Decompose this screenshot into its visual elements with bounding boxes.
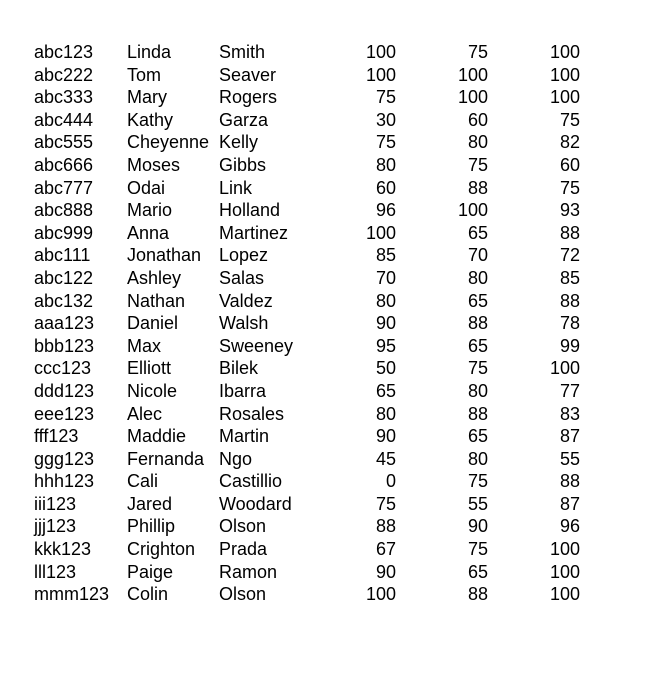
cell-id: abc777 — [34, 177, 94, 198]
cell-last-name: Ramon — [219, 561, 278, 582]
cell-score-1: 80 — [375, 290, 396, 311]
cell-id: lll123 — [34, 561, 77, 582]
cell-last-name: Holland — [219, 200, 281, 221]
cell-score-1: 100 — [365, 584, 396, 605]
cell-last-name: Prada — [219, 539, 268, 560]
cell-score-1: 0 — [385, 471, 396, 492]
cell-last-name: Kelly — [219, 132, 259, 153]
cell-score-2: 75 — [467, 42, 488, 62]
cell-score-3: 100 — [549, 64, 580, 85]
cell-first-name: Jonathan — [127, 245, 202, 266]
cell-score-3: 87 — [559, 426, 580, 447]
table-row — [34, 131, 594, 154]
cell-id: iii123 — [34, 493, 77, 514]
table-row — [34, 357, 594, 380]
cell-score-1: 75 — [375, 132, 396, 153]
cell-score-3: 83 — [559, 403, 580, 424]
table-row — [34, 561, 594, 584]
cell-last-name: Olson — [219, 584, 267, 605]
table-row — [34, 64, 594, 87]
cell-score-2: 60 — [467, 109, 488, 130]
cell-score-3: 100 — [549, 42, 580, 62]
cell-score-3: 85 — [559, 267, 580, 288]
cell-score-2: 65 — [467, 335, 488, 356]
table-row — [34, 425, 594, 448]
cell-id: abc123 — [34, 42, 94, 62]
cell-first-name: Colin — [127, 584, 169, 605]
cell-score-1: 80 — [375, 154, 396, 175]
cell-score-1: 95 — [375, 335, 396, 356]
cell-last-name: Martin — [219, 426, 270, 447]
cell-score-2: 65 — [467, 222, 488, 243]
cell-last-name: Gibbs — [219, 154, 267, 175]
cell-score-3: 72 — [559, 245, 580, 266]
cell-first-name: Maddie — [127, 426, 187, 447]
cell-score-2: 88 — [467, 313, 488, 334]
cell-score-1: 85 — [375, 245, 396, 266]
table-row — [34, 403, 594, 426]
cell-last-name: Valdez — [219, 290, 273, 311]
cell-score-1: 90 — [375, 561, 396, 582]
cell-score-3: 99 — [559, 335, 580, 356]
table-row — [34, 380, 594, 403]
cell-score-2: 100 — [457, 64, 488, 85]
cell-last-name: Rosales — [219, 403, 285, 424]
cell-id: ccc123 — [34, 358, 92, 379]
table-row — [34, 493, 594, 516]
cell-id: abc555 — [34, 132, 94, 153]
cell-first-name: Linda — [127, 42, 172, 62]
cell-score-1: 100 — [365, 64, 396, 85]
cell-score-2: 75 — [467, 358, 488, 379]
cell-score-1: 80 — [375, 403, 396, 424]
cell-first-name: Cali — [127, 471, 159, 492]
cell-id: ggg123 — [34, 448, 95, 469]
cell-last-name: Woodard — [219, 493, 292, 514]
data-table — [34, 41, 594, 606]
cell-score-1: 90 — [375, 313, 396, 334]
cell-first-name: Crighton — [127, 539, 196, 560]
table-row — [34, 199, 594, 222]
cell-first-name: Odai — [127, 177, 166, 198]
cell-first-name: Ashley — [127, 267, 182, 288]
cell-first-name: Paige — [127, 561, 174, 582]
cell-score-1: 60 — [375, 177, 396, 198]
cell-id: abc222 — [34, 64, 94, 85]
cell-score-2: 100 — [457, 200, 488, 221]
cell-score-1: 50 — [375, 358, 396, 379]
cell-score-3: 100 — [549, 539, 580, 560]
cell-score-3: 77 — [559, 380, 580, 401]
cell-score-3: 75 — [559, 177, 580, 198]
cell-last-name: Salas — [219, 267, 265, 288]
table-row — [34, 222, 594, 245]
cell-first-name: Tom — [127, 64, 162, 85]
cell-last-name: Smith — [219, 42, 266, 62]
cell-last-name: Martinez — [219, 222, 289, 243]
cell-score-1: 75 — [375, 87, 396, 108]
cell-id: eee123 — [34, 403, 95, 424]
cell-score-3: 100 — [549, 561, 580, 582]
cell-first-name: Phillip — [127, 516, 176, 537]
cell-score-3: 93 — [559, 200, 580, 221]
cell-score-2: 88 — [467, 403, 488, 424]
cell-last-name: Seaver — [219, 64, 277, 85]
table-row — [34, 267, 594, 290]
cell-score-2: 88 — [467, 584, 488, 605]
cell-score-2: 70 — [467, 245, 488, 266]
cell-score-1: 45 — [375, 448, 396, 469]
cell-id: abc333 — [34, 87, 94, 108]
cell-score-1: 65 — [375, 380, 396, 401]
cell-score-3: 100 — [549, 584, 580, 605]
cell-id: abc122 — [34, 267, 94, 288]
cell-score-1: 96 — [375, 200, 396, 221]
cell-score-3: 100 — [549, 87, 580, 108]
cell-last-name: Lopez — [219, 245, 269, 266]
cell-last-name: Walsh — [219, 313, 269, 334]
cell-last-name: Link — [219, 177, 253, 198]
cell-score-2: 65 — [467, 561, 488, 582]
cell-score-2: 88 — [467, 177, 488, 198]
cell-first-name: Elliott — [127, 358, 172, 379]
cell-id: hhh123 — [34, 471, 95, 492]
cell-score-2: 80 — [467, 448, 488, 469]
cell-score-2: 65 — [467, 426, 488, 447]
cell-score-2: 90 — [467, 516, 488, 537]
cell-id: aaa123 — [34, 313, 95, 334]
cell-score-1: 100 — [365, 222, 396, 243]
cell-id: abc132 — [34, 290, 94, 311]
cell-last-name: Olson — [219, 516, 267, 537]
cell-first-name: Alec — [127, 403, 163, 424]
cell-score-3: 88 — [559, 290, 580, 311]
table-row — [34, 154, 594, 177]
table-row — [34, 86, 594, 109]
cell-id: abc444 — [34, 109, 94, 130]
cell-first-name: Fernanda — [127, 448, 205, 469]
cell-score-1: 67 — [375, 539, 396, 560]
cell-id: fff123 — [34, 426, 79, 447]
cell-score-2: 100 — [457, 87, 488, 108]
cell-score-2: 80 — [467, 132, 488, 153]
cell-score-2: 55 — [467, 493, 488, 514]
cell-score-3: 60 — [559, 154, 580, 175]
cell-last-name: Garza — [219, 109, 269, 130]
table-row — [34, 583, 594, 606]
cell-first-name: Jared — [127, 493, 173, 514]
cell-score-1: 88 — [375, 516, 396, 537]
cell-id: abc888 — [34, 200, 94, 221]
cell-id: ddd123 — [34, 380, 95, 401]
cell-first-name: Moses — [127, 154, 181, 175]
cell-score-1: 30 — [375, 109, 396, 130]
table-row — [34, 244, 594, 267]
cell-first-name: Anna — [127, 222, 170, 243]
cell-score-2: 75 — [467, 154, 488, 175]
cell-last-name: Ibarra — [219, 380, 267, 401]
cell-first-name: Mary — [127, 87, 167, 108]
cell-score-2: 80 — [467, 380, 488, 401]
cell-score-2: 65 — [467, 290, 488, 311]
cell-score-3: 82 — [559, 132, 580, 153]
cell-score-3: 55 — [559, 448, 580, 469]
table-row — [34, 290, 594, 313]
cell-score-3: 88 — [559, 222, 580, 243]
table-row — [34, 515, 594, 538]
table-row — [34, 448, 594, 471]
cell-last-name: Ngo — [219, 448, 253, 469]
cell-score-3: 100 — [549, 358, 580, 379]
cell-id: bbb123 — [34, 335, 95, 356]
cell-first-name: Max — [127, 335, 162, 356]
cell-score-1: 100 — [365, 42, 396, 62]
cell-score-1: 90 — [375, 426, 396, 447]
table-row — [34, 109, 594, 132]
cell-first-name: Cheyenne — [127, 132, 210, 153]
cell-id: abc666 — [34, 154, 94, 175]
cell-first-name: Kathy — [127, 109, 174, 130]
cell-first-name: Nathan — [127, 290, 186, 311]
cell-last-name: Castillio — [219, 471, 283, 492]
cell-score-2: 75 — [467, 471, 488, 492]
cell-score-1: 70 — [375, 267, 396, 288]
table-row — [34, 538, 594, 561]
cell-score-1: 75 — [375, 493, 396, 514]
cell-score-2: 80 — [467, 267, 488, 288]
table-row — [34, 335, 594, 358]
cell-last-name: Rogers — [219, 87, 278, 108]
cell-score-3: 78 — [559, 313, 580, 334]
table-row — [34, 41, 594, 64]
cell-last-name: Bilek — [219, 358, 259, 379]
cell-score-3: 96 — [559, 516, 580, 537]
cell-score-2: 75 — [467, 539, 488, 560]
table-row — [34, 177, 594, 200]
cell-first-name: Nicole — [127, 380, 178, 401]
cell-id: mmm123 — [34, 584, 110, 605]
table-row — [34, 470, 594, 493]
cell-id: abc111 — [34, 245, 91, 266]
cell-id: abc999 — [34, 222, 94, 243]
cell-last-name: Sweeney — [219, 335, 294, 356]
cell-score-3: 87 — [559, 493, 580, 514]
cell-score-3: 75 — [559, 109, 580, 130]
cell-id: jjj123 — [34, 516, 77, 537]
cell-id: kkk123 — [34, 539, 92, 560]
table-row — [34, 312, 594, 335]
cell-first-name: Mario — [127, 200, 173, 221]
cell-first-name: Daniel — [127, 313, 179, 334]
cell-score-3: 88 — [559, 471, 580, 492]
